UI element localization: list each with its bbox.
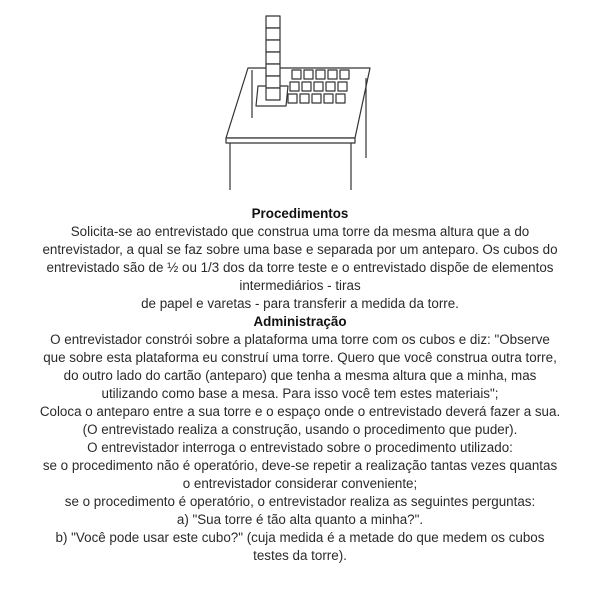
tower-of-cubes — [266, 16, 280, 100]
paragraph-line: O entrevistador interroga o entrevistado sobre o procedimento utilizado: — [87, 440, 513, 455]
loose-cubes — [288, 70, 349, 103]
paragraph-line: intermediários - tiras — [239, 278, 361, 293]
paragraph-line: de papel e varetas - para transferir a medida da torre. — [141, 296, 459, 311]
cube — [336, 94, 345, 103]
cube — [266, 52, 280, 64]
cube — [266, 64, 280, 76]
table-tower-illustration — [200, 8, 400, 193]
cube — [340, 70, 349, 79]
heading-administracao: Administração — [253, 314, 347, 329]
cube — [288, 94, 297, 103]
paragraph-line: O entrevistador constrói sobre a plataforma uma torre com os cubos e diz: "Observe — [50, 332, 550, 347]
paragraph-line: Solicita-se ao entrevistado que construa uma torre da mesma altura que a do — [70, 224, 530, 239]
cube — [300, 94, 309, 103]
cube — [266, 76, 280, 88]
cube — [326, 82, 335, 91]
paragraph-line: b) "Você pode usar este cubo?" (cuja medida é a metade do que medem os cubos — [55, 530, 545, 545]
cube — [292, 70, 301, 79]
paragraph-line: se o procedimento é operatório, o entrevistador realiza as seguintes perguntas: — [64, 494, 536, 509]
cube — [312, 94, 321, 103]
cube — [266, 28, 280, 40]
cube — [324, 94, 333, 103]
paragraph-line: do outro lado do cartão (anteparo) que tenha a mesma altura que a minha, mas — [63, 368, 537, 383]
paragraph-line: entrevistado são de ½ ou 1/3 dos da torre teste e o entrevistado dispõe de elementos — [46, 260, 554, 275]
paragraph-line: Coloca o anteparo entre a sua torre e o espaço onde o entrevistado deverá fazer a sua. — [39, 404, 561, 419]
paragraph-line: que sobre esta plataforma eu construí uma torre. Quero que você construa outra torre, — [43, 350, 557, 365]
paragraph-line: a) "Sua torre é tão alta quanto a minha?". — [176, 512, 424, 527]
cube — [302, 82, 311, 91]
paragraph-line: testes da torre). — [253, 548, 347, 563]
paragraph-line: (O entrevistado realiza a construção, usando o procedimento que puder). — [82, 422, 518, 437]
cube — [266, 40, 280, 52]
cube — [338, 82, 347, 91]
cube — [328, 70, 337, 79]
table-front-edge — [226, 138, 355, 143]
heading-procedimentos: Procedimentos — [251, 206, 349, 221]
paragraph-line: se o procedimento não é operatório, deve-se repetir a realização tantas vezes quantas — [42, 458, 558, 473]
cube — [266, 88, 280, 100]
cube — [266, 16, 280, 28]
paragraph-line: entrevistador, a qual se faz sobre uma base e separada por um anteparo. Os cubos do — [42, 242, 558, 257]
cube — [290, 82, 299, 91]
cube — [314, 82, 323, 91]
paragraph-line: o entrevistador considerar conveniente; — [182, 476, 418, 491]
paragraph-line: utilizando como base a mesa. Para isso você tem estes materiais"; — [101, 386, 499, 401]
cube — [304, 70, 313, 79]
text-block — [30, 205, 570, 565]
cube — [316, 70, 325, 79]
